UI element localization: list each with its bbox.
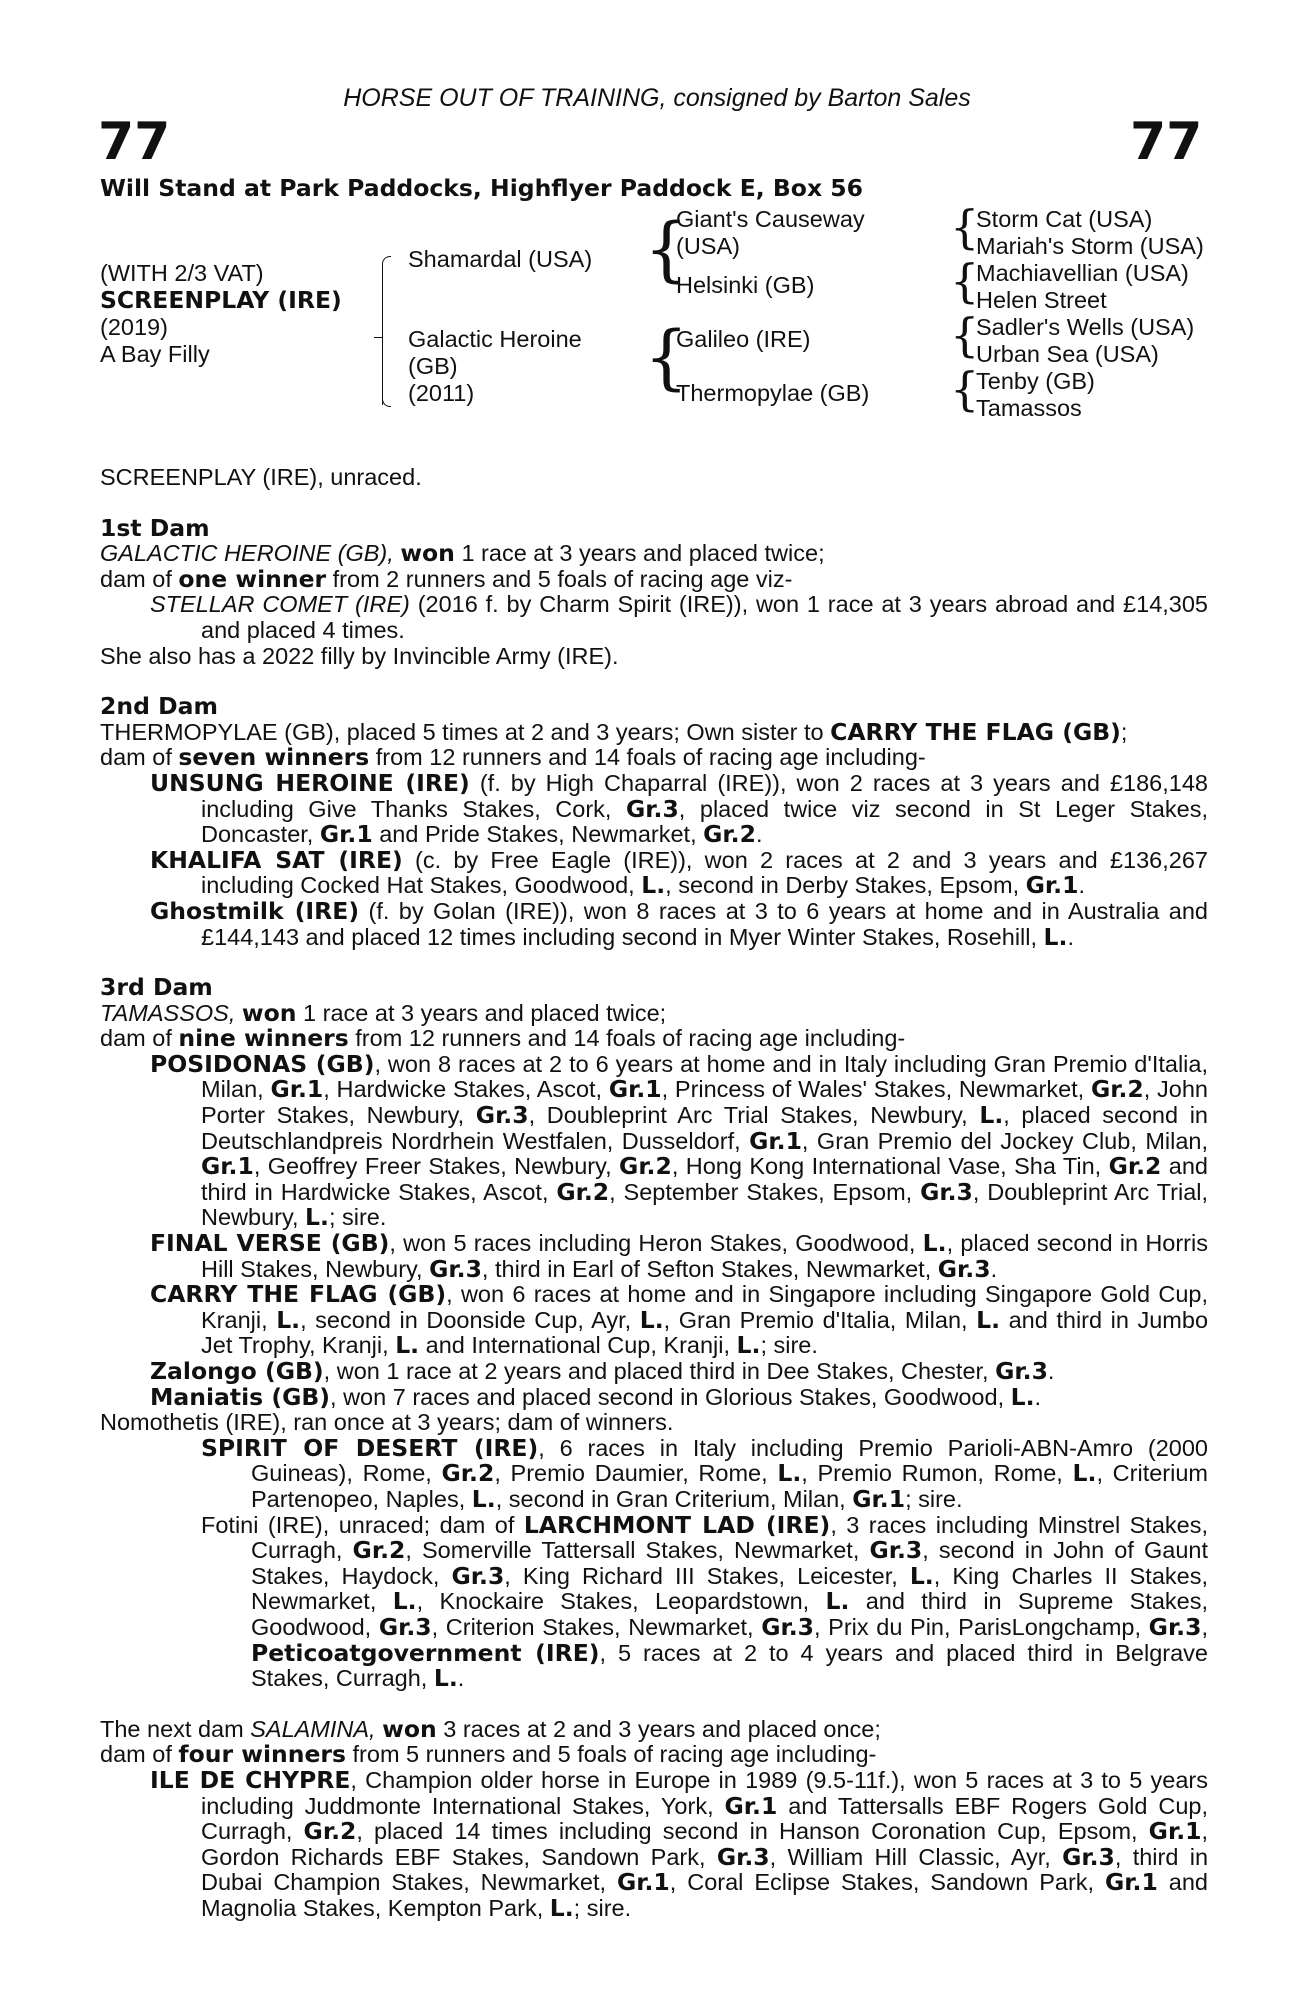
offspring-ghostmilk: Ghostmilk (IRE) (f. by Golan (IRE)), won 8 races at 3 to 6 years at home and in Australia and £144,143 and placed 12 times including second in Myer Winter Stakes, Rosehill, L.. xyxy=(150,896,1208,951)
next-dam-record: The next dam SALAMINA, won 3 races at 2 and 3 years and placed once; xyxy=(100,1714,881,1743)
second-dam-record: THERMOPYLAE (GB), placed 5 times at 2 and 3 years; Own sister to CARRY THE FLAG (GB); xyxy=(100,717,1128,746)
offspring-zalongo: Zalongo (GB), won 1 race at 2 years and placed third in Dee Stakes, Chester, Gr.3. xyxy=(150,1357,1055,1385)
first-dam-also: She also has a 2022 filly by Invincible Army (IRE). xyxy=(100,642,619,669)
lot-number-left: 77 xyxy=(98,112,171,172)
first-dam-produce: dam of one winner from 2 runners and 5 foals of racing age viz- xyxy=(100,564,793,593)
gg-2b: Helen Street xyxy=(976,287,1107,313)
offspring-final-verse: FINAL VERSE (GB), won 5 races including Heron Stakes, Goodwood, L., placed second in Horris Hill Stakes, Newbury, Gr.3, third in Earl of Sefton Stakes, Newmarket, Gr.3. xyxy=(150,1229,1208,1283)
third-dam-record: TAMASSOS, won 1 race at 3 years and placed twice; xyxy=(100,998,667,1027)
brace-sire: { xyxy=(644,208,689,290)
dam-line1: Galactic Heroine xyxy=(408,326,582,352)
brace-main-tip xyxy=(374,337,382,338)
dam-dam: Thermopylae (GB) xyxy=(676,380,870,406)
subject-vat: (WITH 2/3 VAT) xyxy=(100,260,264,286)
gg-1a: Storm Cat (USA) xyxy=(976,206,1153,232)
gg-3a: Sadler's Wells (USA) xyxy=(976,314,1195,340)
second-dam-heading: 2nd Dam xyxy=(100,692,218,721)
catalogue-body xyxy=(100,465,1208,1921)
next-dam-produce: dam of four winners from 5 runners and 5 foals of racing age including- xyxy=(100,1740,877,1769)
summary: SCREENPLAY (IRE), unraced. xyxy=(100,464,422,490)
brace-ggs-3: { xyxy=(950,308,980,362)
brace-dam: { xyxy=(644,316,689,398)
third-dam-produce: dam of nine winners from 12 runners and 14 foals of racing age including- xyxy=(100,1024,906,1053)
sire-sire-line2: (USA) xyxy=(676,233,740,259)
dam-line3: (2011) xyxy=(408,380,475,406)
sire: Shamardal (USA) xyxy=(408,246,593,272)
sire-dam: Helsinki (GB) xyxy=(676,272,815,298)
grand-offspring-fotini: Fotini (IRE), unraced; dam of LARCHMONT LAD (IRE), 3 races including Minstrel Stakes, Curragh, Gr.2, Somerville Tattersall Stakes, Newmarket, Gr.3, second in John of Gaunt Stakes, Haydock, Gr.3, King Richard III Stakes, Leicester, L., King Charles II Stakes, Newmarket, L., Knockaire Stakes, Leopardstown, L. and third in Supreme Stakes, Goodwood, Gr.3, Criterion Stakes, Newmarket, Gr.3, Prix du Pin, ParisLongchamp, Gr.3, Peticoatgovernment (IRE), 5 races at 2 to 4 years and placed third in Belgrave Stakes, Curragh, L.. xyxy=(201,1510,1209,1693)
offspring-posidonas: POSIDONAS (GB), won 8 races at 2 to 6 years at home and in Italy including Gran Premio d'Italia, Milan, Gr.1, Hardwicke Stakes, Ascot, Gr.1, Princess of Wales' Stakes, Newmarket, Gr.2, John Porter Stakes, Newbury, Gr.3, Doubleprint Arc Trial Stakes, Newbury, L., placed second in Deutschlandpreis Nordrhein Westfalen, Dusseldorf, Gr.1, Gran Premio del Jockey Club, Milan, Gr.1, Geoffrey Freer Stakes, Newbury, Gr.2, Hong Kong International Vase, Sha Tin, Gr.2 and third in Hardwicke Stakes, Ascot, Gr.2, September Stakes, Epsom, Gr.3, Doubleprint Arc Trial, Newbury, L.; sire. xyxy=(150,1049,1209,1232)
subject-name: SCREENPLAY (IRE) xyxy=(100,286,342,314)
gg-3b: Urban Sea (USA) xyxy=(976,341,1159,367)
grand-offspring-spirit-of-desert: SPIRIT OF DESERT (IRE), 6 races in Italy including Premio Parioli-ABN-Amro (2000 Guineas), Rome, Gr.2, Premio Daumier, Rome, L., Premio Rumon, Rome, L., Criterium Partenopeo, Naples, L., second in Gran Criterium, Milan, Gr.1; sire. xyxy=(201,1433,1208,1513)
first-dam-record: GALACTIC HEROINE (GB), won 1 race at 3 years and placed twice; xyxy=(100,539,825,568)
brace-ggs-2: { xyxy=(950,254,980,308)
brace-ggs-1: { xyxy=(950,200,980,254)
brace-main-bottom xyxy=(382,340,391,407)
offspring-maniatis: Maniatis (GB), won 7 races and placed second in Glorious Stakes, Goodwood, L.. xyxy=(150,1382,1042,1411)
offspring-unsung-heroine: UNSUNG HEROINE (IRE) (f. by High Chaparral (IRE)), won 2 races at 3 years and £186,148 including Give Thanks Stakes, Cork, Gr.3, placed twice viz second in St Leger Stakes, Doncaster, Gr.1 and Pride Stakes, Newmarket, Gr.2. xyxy=(150,768,1208,849)
second-dam-produce: dam of seven winners from 12 runners and 14 foals of racing age including- xyxy=(100,743,926,772)
third-dam-heading: 3rd Dam xyxy=(100,973,213,1002)
sire-sire-line1: Giant's Causeway xyxy=(676,206,865,232)
brace-ggs-4: { xyxy=(950,362,980,416)
subject-year: (2019) xyxy=(100,314,168,340)
dam-line2: (GB) xyxy=(408,353,458,379)
offspring-ile-de-chypre: ILE DE CHYPRE, Champion older horse in Europe in 1989 (9.5-11f.), won 5 races at 3 to 5 years including Juddmonte International Stakes, York, Gr.1 and Tattersalls EBF Rogers Gold Cup, Curragh, Gr.2, placed 14 times including second in Hanson Coronation Cup, Epsom, Gr.1, Gordon Richards EBF Stakes, Sandown Park, Gr.3, William Hill Classic, Ayr, Gr.3, third in Dubai Champion Stakes, Newmarket, Gr.1, Coral Eclipse Stakes, Sandown Park, Gr.1 and Magnolia Stakes, Kempton Park, L.; sire. xyxy=(150,1765,1209,1922)
gg-4b: Tamassos xyxy=(976,395,1082,421)
subject-description: A Bay Filly xyxy=(100,341,210,367)
first-dam-heading: 1st Dam xyxy=(100,513,210,542)
first-dam-offspring: STELLAR COMET (IRE) (2016 f. by Charm Spirit (IRE)), won 1 race at 3 years abroad and £14,305 and placed 4 times. xyxy=(150,591,1208,643)
dam-sire: Galileo (IRE) xyxy=(676,326,811,352)
stand-location: Will Stand at Park Paddocks, Highflyer Paddock E, Box 56 xyxy=(100,174,863,202)
offspring-carry-the-flag: CARRY THE FLAG (GB), won 6 races at home and in Singapore including Singapore Gold Cup, Kranji, L., second in Doonside Cup, Ayr, L., Gran Premio d'Italia, Milan, L. and third in Jumbo Jet Trophy, Kranji, L. and International Cup, Kranji, L.; sire. xyxy=(150,1280,1209,1360)
lot-number-right: 77 xyxy=(1130,112,1203,172)
gg-4a: Tenby (GB) xyxy=(976,368,1095,394)
offspring-khalifa-sat: KHALIFA SAT (IRE) (c. by Free Eagle (IRE)), won 2 races at 2 and 3 years and £136,267 including Cocked Hat Stakes, Goodwood, L., second in Derby Stakes, Epsom, Gr.1. xyxy=(150,845,1208,900)
consignment-line: HORSE OUT OF TRAINING, consigned by Barton Sales xyxy=(343,84,971,112)
gg-2a: Machiavellian (USA) xyxy=(976,260,1189,286)
gg-1b: Mariah's Storm (USA) xyxy=(976,233,1204,259)
offspring-nomothetis: Nomothetis (IRE), ran once at 3 years; dam of winners. xyxy=(100,1409,674,1436)
